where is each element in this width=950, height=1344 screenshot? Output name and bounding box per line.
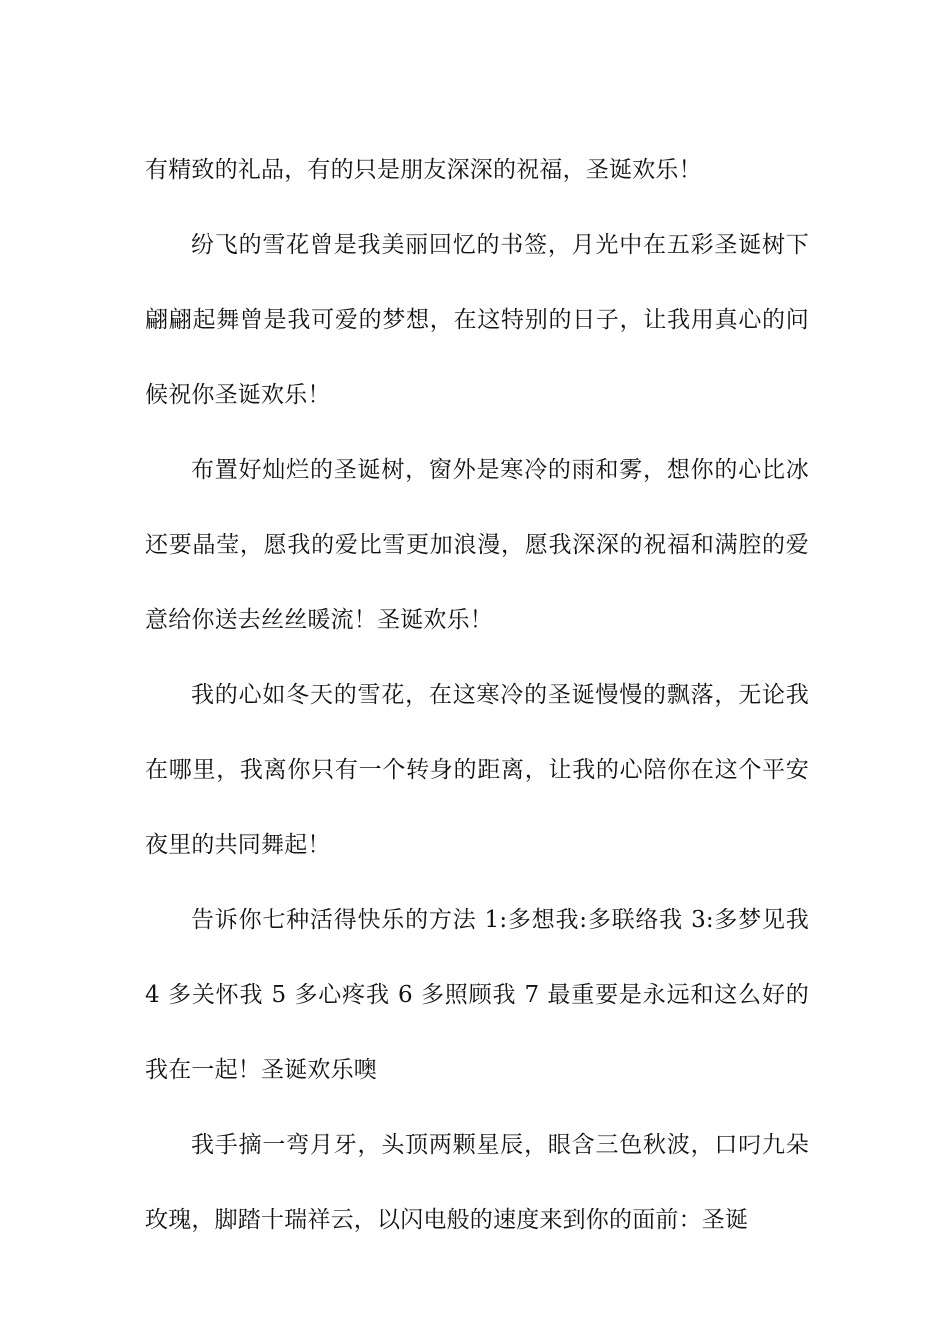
paragraph-1: 有精致的礼品，有的只是朋友深深的祝福，圣诞欢乐！ (145, 157, 702, 183)
paragraph-2: 纷飞的雪花曾是我美丽回忆的书签，月光中在五彩圣诞树下翩翩起舞曾是我可爱的梦想，在这特别的日子，让我用真心的问候祝你圣诞欢乐！ (145, 232, 809, 408)
paragraph-3: 布置好灿烂的圣诞树，窗外是寒冷的雨和雾，想你的心比冰还要晶莹，愿我的爱比雪更加浪漫，愿我深深的祝福和满腔的爱意给你送去丝丝暖流！圣诞欢乐！ (145, 457, 809, 633)
body-text (145, 133, 809, 1258)
paragraph-5: 告诉你七种活得快乐的方法 1:多想我:多联络我 3:多梦见我 4 多关怀我 5 多心疼我 6 多照顾我 7 最重要是永远和这么好的我在一起！圣诞欢乐噢 (145, 907, 809, 1083)
paragraph-4: 我的心如冬天的雪花，在这寒冷的圣诞慢慢的飘落，无论我在哪里，我离你只有一个转身的距离，让我的心陪你在这个平安夜里的共同舞起！ (145, 682, 809, 858)
paragraph-6: 我手摘一弯月牙，头顶两颗星辰，眼含三色秋波，口叼九朵玫瑰，脚踏十瑞祥云，以闪电般的速度来到你的面前：圣诞 (145, 1132, 809, 1233)
